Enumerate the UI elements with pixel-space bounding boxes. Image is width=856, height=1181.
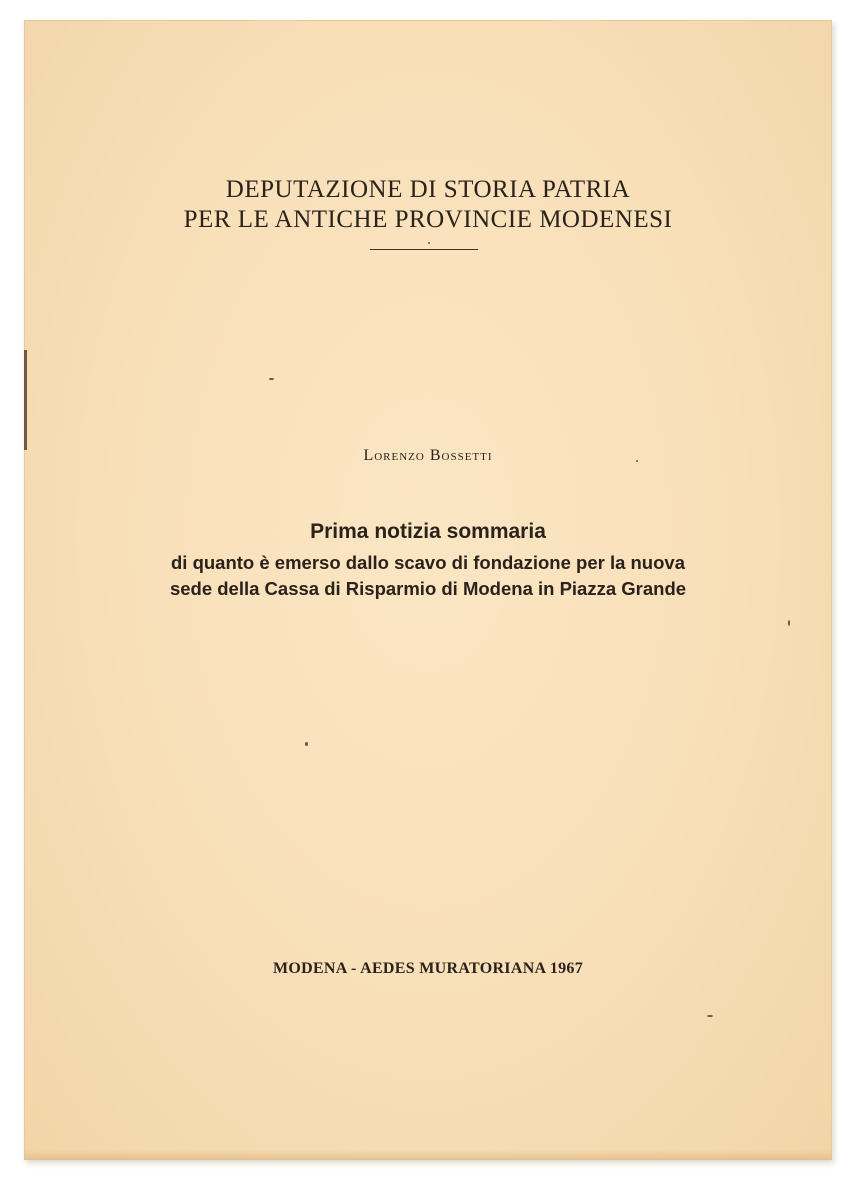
subtitle-line-1: di quanto è emerso dallo scavo di fondazione per la nuova: [171, 552, 685, 573]
paper-speck: [428, 242, 430, 244]
society-line-1: DEPUTAZIONE DI STORIA PATRIA: [225, 176, 631, 203]
society-line-2: PER LE ANTICHE PROVINCIE MODENESI: [183, 206, 673, 233]
paper-speck: [788, 620, 790, 626]
staple-binding-mark: [24, 350, 27, 450]
divider-rule: [370, 249, 478, 250]
work-title: Prima notizia sommaria: [310, 520, 546, 543]
paper-speck: [707, 1015, 713, 1017]
work-subtitle: [24, 550, 832, 602]
paper-speck: [269, 378, 274, 380]
publication-imprint: MODENA - AEDES MURATORIANA 1967: [272, 960, 584, 977]
author-name: Lorenzo Bossetti: [363, 447, 493, 464]
booklet-cover: [24, 20, 832, 1160]
paper-speck: [305, 742, 308, 746]
publisher-society: [24, 175, 832, 235]
paper-speck: [636, 460, 638, 462]
subtitle-line-2: sede della Cassa di Risparmio di Modena in Piazza Grande: [169, 578, 687, 599]
page-bottom-edge: [24, 1150, 832, 1160]
